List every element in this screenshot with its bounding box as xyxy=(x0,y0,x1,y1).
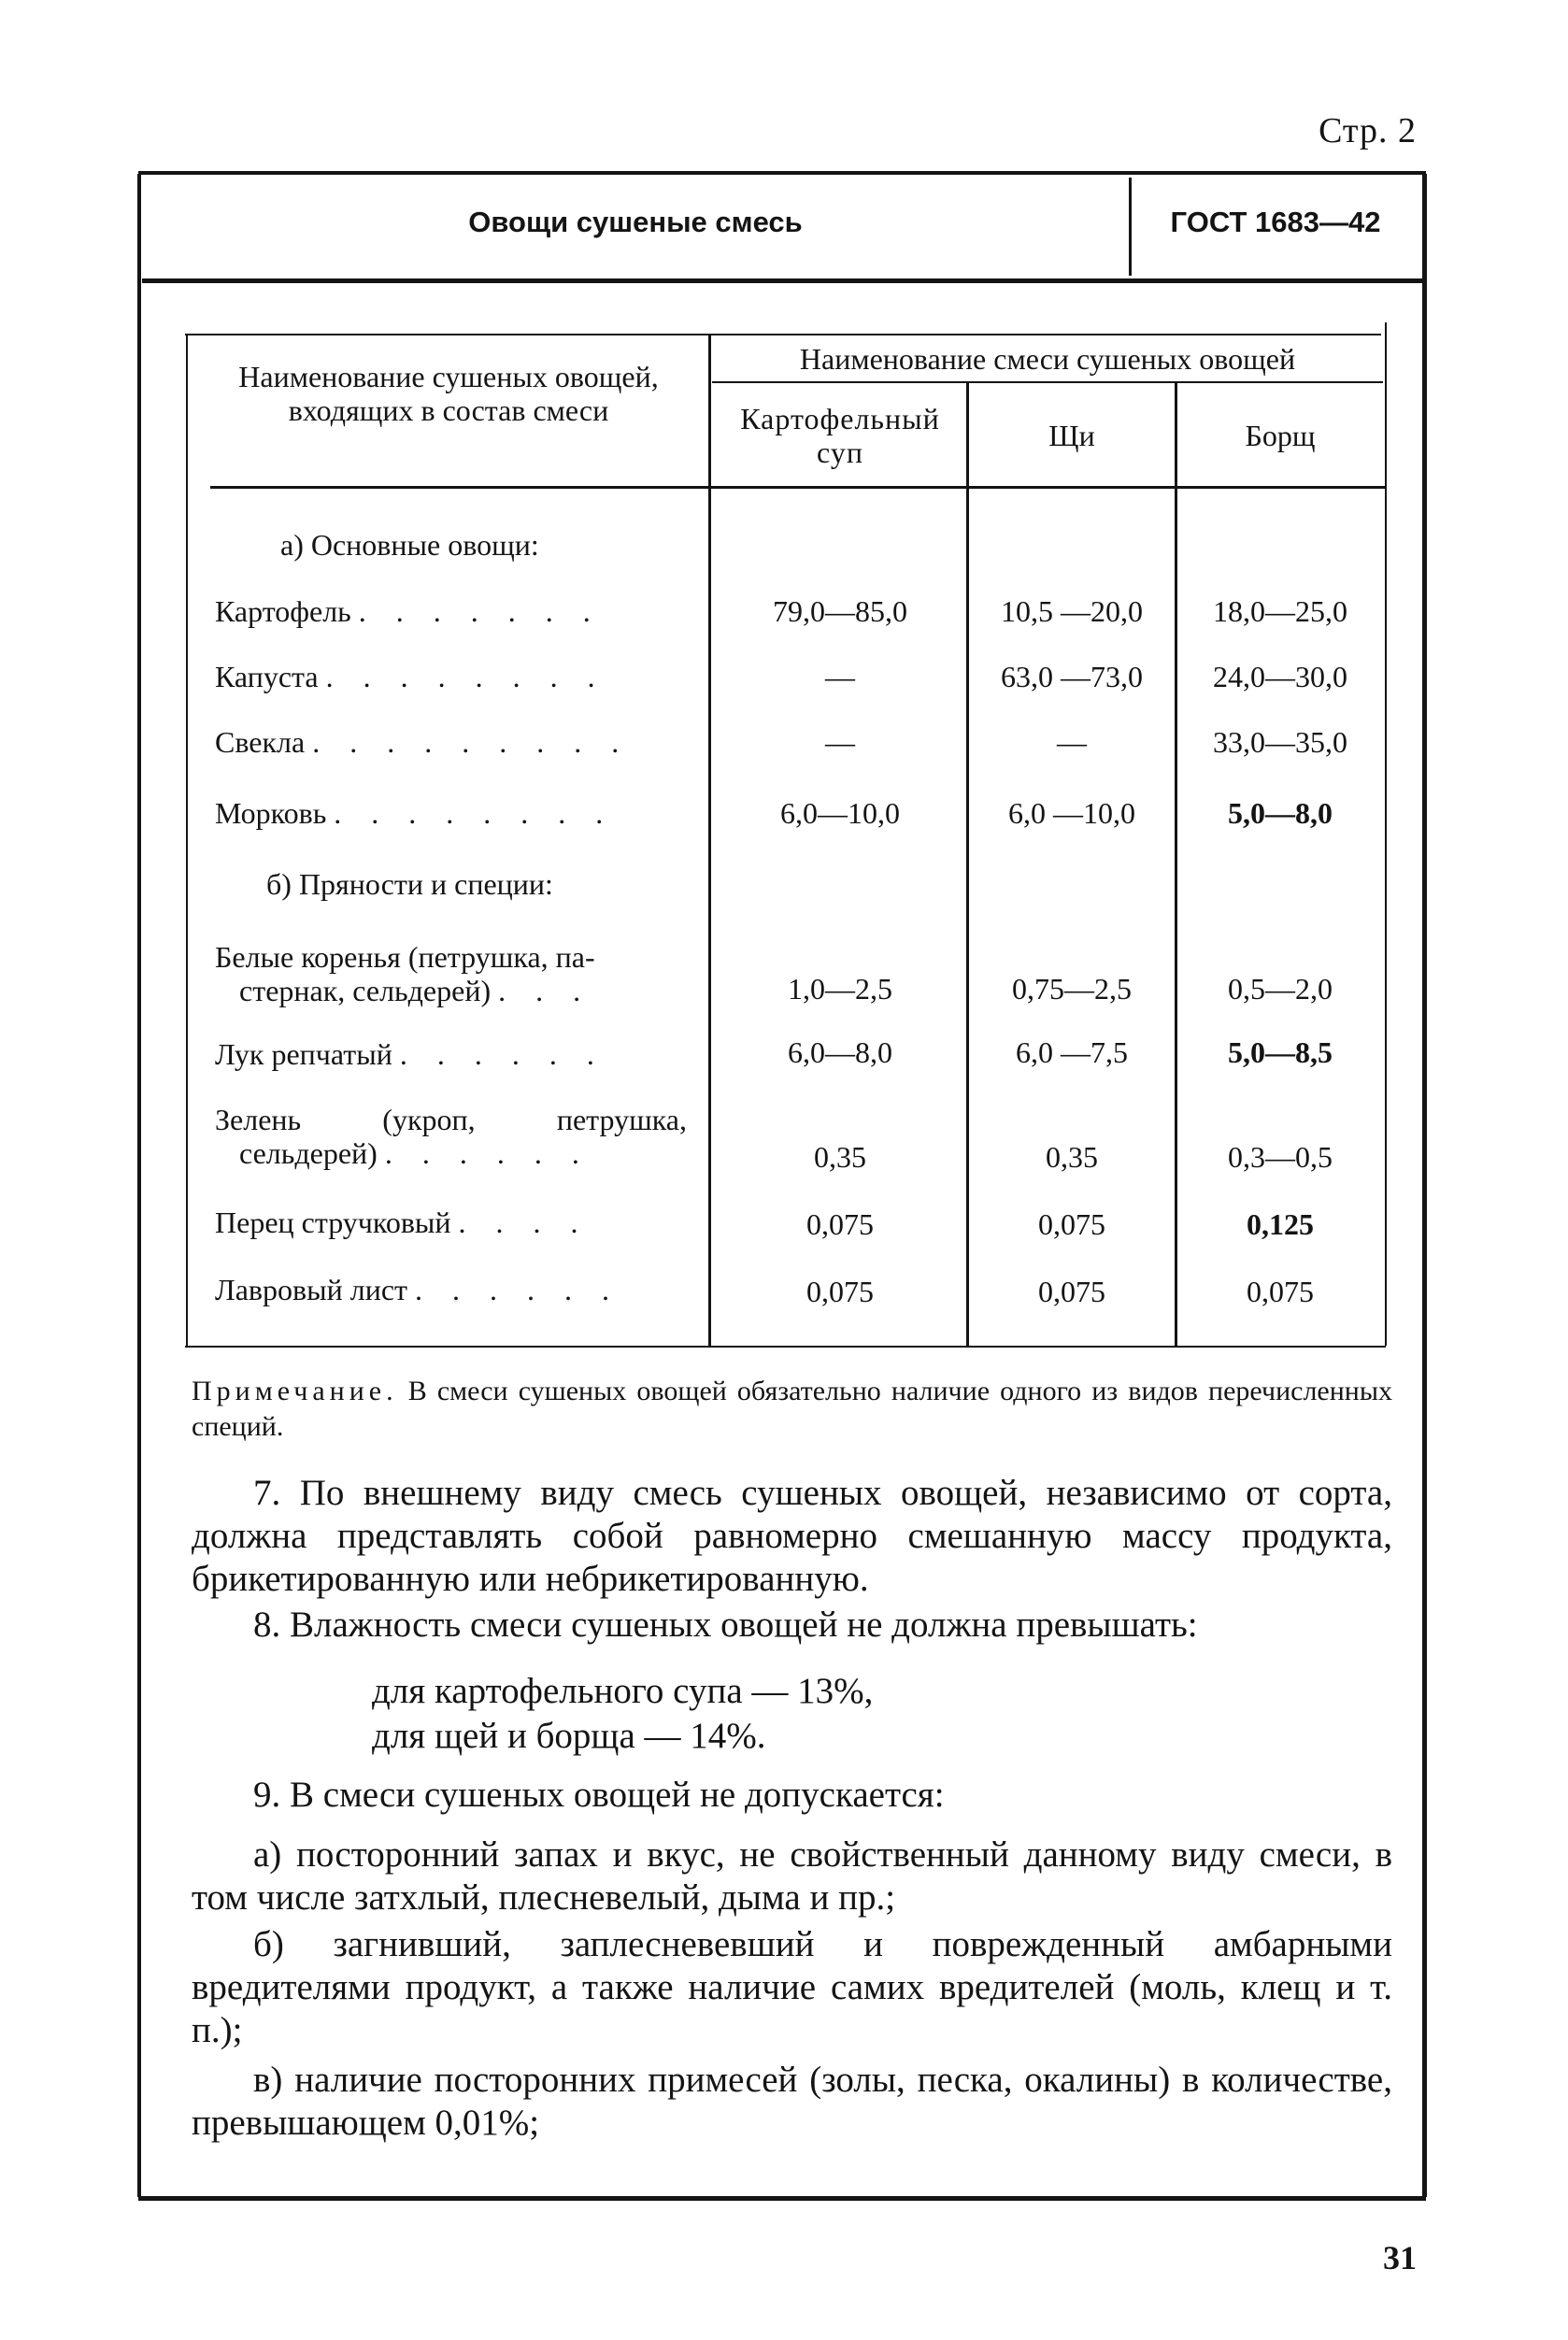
column-header-borscht: Борщ xyxy=(1245,419,1316,452)
frame-left-line xyxy=(137,174,141,2197)
row-leader: . . . . . . xyxy=(415,1273,621,1306)
row-leader: . . . . . . . xyxy=(358,594,602,628)
cell-shchi: 63,0 —73,0 xyxy=(1001,660,1143,693)
table-left-line xyxy=(186,335,188,1346)
cell-borscht: 0,3—0,5 xyxy=(1228,1140,1333,1174)
cell-potato-soup: 0,075 xyxy=(806,1207,874,1241)
cell-shchi: 6,0 —10,0 xyxy=(1008,796,1135,830)
table-row xyxy=(215,940,595,1007)
header-bottom-line xyxy=(142,278,1424,283)
frame-right-line xyxy=(1422,174,1427,2197)
row-leader: . . . . . . xyxy=(384,1136,591,1170)
table-row xyxy=(215,660,606,693)
section-main-vegetables: а) Основные овощи: xyxy=(280,528,539,562)
cell-potato-soup: — xyxy=(825,725,855,759)
cell-borscht: 18,0—25,0 xyxy=(1213,594,1347,628)
clause-8: 8. Влажность смеси сушеных овощей не должна превышать: xyxy=(253,1605,1198,1645)
row-name-line1: Зелень (укроп, петрушка, xyxy=(215,1103,687,1136)
cell-shchi: 0,75—2,5 xyxy=(1012,972,1132,1006)
table-row xyxy=(215,1037,606,1071)
standard-code: ГОСТ 1683—42 xyxy=(1170,206,1381,238)
row-leader: . . . . xyxy=(458,1206,590,1239)
cell-potato-soup: 6,0—10,0 xyxy=(780,796,900,830)
cell-potato-soup: 1,0—2,5 xyxy=(788,972,892,1006)
cell-potato-soup: 0,075 xyxy=(806,1275,874,1308)
cell-shchi: 0,075 xyxy=(1038,1275,1105,1308)
section-spices: б) Пряности и специи: xyxy=(266,867,553,901)
row-leader: . . . . . . . . xyxy=(325,660,606,693)
page-number-bottom: 31 xyxy=(1383,2239,1417,2276)
cell-borscht: 0,125 xyxy=(1247,1207,1314,1241)
cell-borscht: 0,075 xyxy=(1247,1275,1314,1308)
table-note xyxy=(192,1374,1392,1445)
table-top-line xyxy=(185,334,1381,335)
cell-borscht: 33,0—35,0 xyxy=(1213,725,1347,759)
column-header-potato-soup: Картофельный суп xyxy=(740,402,940,469)
table-row xyxy=(215,725,630,759)
col-divider-1 xyxy=(708,335,711,1346)
col-divider-3 xyxy=(1175,383,1177,1346)
row-leader: . . . . . . . . xyxy=(334,796,615,830)
table-row xyxy=(215,796,614,830)
cell-borscht: 0,5—2,0 xyxy=(1228,972,1333,1006)
row-name-line1: Белые коренья (петрушка, па- xyxy=(215,940,595,974)
row-leader: . . . . . . xyxy=(399,1037,606,1071)
column-header-shchi: Щи xyxy=(1048,419,1095,452)
note-label: Примечание. xyxy=(192,1376,398,1406)
table-right-line xyxy=(1385,322,1387,1346)
cell-shchi: 6,0 —7,5 xyxy=(1016,1035,1128,1069)
group-header-line xyxy=(712,381,1383,383)
row-name: Морковь xyxy=(215,796,327,830)
note-text: В смеси сушеных овощей обязательно наличие одного из видов перечисленных специй. xyxy=(192,1376,1392,1442)
cell-borscht: 5,0—8,5 xyxy=(1228,1035,1333,1069)
table-row xyxy=(215,594,602,628)
table-bottom-line xyxy=(185,1346,1386,1348)
row-name: Перец стручковый xyxy=(215,1206,451,1239)
cell-shchi: 0,35 xyxy=(1046,1140,1098,1174)
document-title: Овощи сушеные смесь xyxy=(468,206,803,238)
row-leader: . . . . . . . . . xyxy=(312,725,631,759)
table-row xyxy=(215,1206,590,1239)
frame-top-line xyxy=(138,171,1426,175)
table-row xyxy=(215,1273,620,1306)
row-name-line2: стернак, сельдерей) xyxy=(239,974,492,1007)
cell-potato-soup: 79,0—85,0 xyxy=(773,594,907,628)
column-header-name: Наименование сушеных овощей, входящих в состав смеси xyxy=(238,360,659,427)
row-name-line2: сельдерей) xyxy=(239,1136,378,1170)
group-header: Наименование смеси сушеных овощей xyxy=(799,342,1296,376)
row-name: Свекла xyxy=(215,725,306,759)
cell-potato-soup: — xyxy=(825,660,855,693)
row-name: Лук репчатый xyxy=(215,1037,392,1071)
row-name: Картофель xyxy=(215,594,351,628)
row-name: Лавровый лист xyxy=(215,1273,408,1306)
clause-9a: а) посторонний запах и вкус, не свойственный данному виду смеси, в том числе затхлый, плесневелый, дыма и пр.; xyxy=(192,1834,1392,1918)
table-header-bottom-line xyxy=(210,486,1386,489)
clause-9: 9. В смеси сушеных овощей не допускается: xyxy=(253,1775,945,1815)
row-leader: . . . xyxy=(498,974,592,1007)
clause-8-line-2: для щей и борща — 14%. xyxy=(372,1716,766,1756)
clause-8-line-1: для картофельного супа — 13%, xyxy=(372,1671,874,1711)
cell-potato-soup: 6,0—8,0 xyxy=(788,1035,892,1069)
row-name: Капуста xyxy=(215,660,319,693)
frame-bottom-line xyxy=(138,2196,1426,2201)
cell-borscht: 5,0—8,0 xyxy=(1228,796,1333,830)
col-divider-2 xyxy=(966,383,969,1346)
cell-potato-soup: 0,35 xyxy=(814,1140,866,1174)
cell-shchi: 0,075 xyxy=(1038,1207,1105,1241)
cell-shchi: 10,5 —20,0 xyxy=(1001,594,1143,628)
clause-7: 7. По внешнему виду смесь сушеных овощей, независимо от сорта, должна представлять собой равномерно смешанную массу продукта, брикетированную или небрикетированную. xyxy=(192,1473,1392,1599)
clause-9b: б) загнивший, заплесневевший и поврежденный амбарными вредителями продукт, а также наличие самих вредителей (моль, клещ и т. п.); xyxy=(192,1924,1392,2050)
page-number-top: Стр. 2 xyxy=(1319,111,1417,150)
cell-borscht: 24,0—30,0 xyxy=(1213,660,1347,693)
clause-9c: в) наличие посторонних примесей (золы, песка, окалины) в количестве, превышающем 0,01%; xyxy=(192,2060,1392,2143)
cell-shchi: — xyxy=(1057,725,1087,759)
table-row xyxy=(215,1103,687,1170)
